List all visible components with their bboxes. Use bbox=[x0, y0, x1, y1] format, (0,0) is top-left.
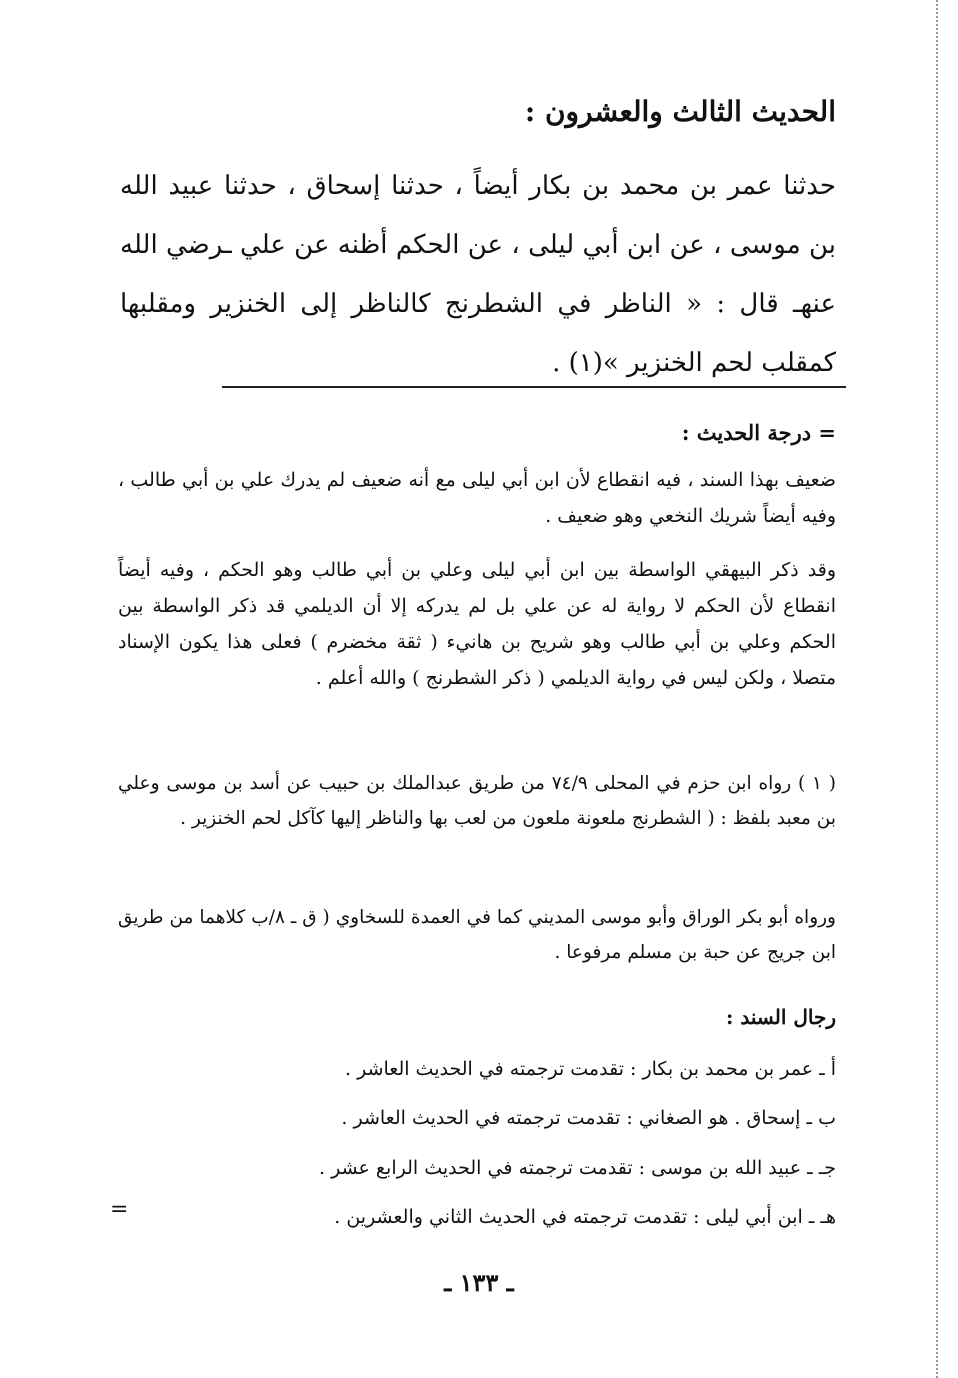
hadith-heading: الحديث الثالث والعشرون : bbox=[524, 95, 836, 128]
hadith-text: حدثنا عمر بن محمد بن بكار أيضاً ، حدثنا إسحاق ، حدثنا عبيد الله بن موسى ، عن ابن أبي ليلى ، عن الحكم أظنه عن علي ـرضي الله عنهـ قال : « الناظر في الشطرنج كالناظر إلى الخنزير ومقلبها كمقلب لحم الخنزير »(١) . bbox=[120, 171, 836, 378]
narrators-heading: رجال السند : bbox=[726, 1005, 836, 1029]
narrator-item: جـ ـ عبيد الله بن موسى : تقدمت ترجمته في الحديث الرابع عشر . bbox=[319, 1157, 836, 1179]
footnote: ( ١ ) رواه ابن حزم في المحلى ٧٤/٩ من طريق عبدالملك بن حبيب عن أسد بن موسى وعلي بن معبد بلفظ : ( الشطرنج ملعونة ملعون من لعب بها والناظر إليها كآكل لحم الخنزير . bbox=[118, 773, 836, 829]
narrator-item: هـ ـ ابن أبي ليلى : تقدمت ترجمته في الحديث الثاني والعشرين . bbox=[334, 1206, 836, 1228]
page-number: ـ ١٣٣ ـ bbox=[444, 1268, 514, 1297]
margin-equals-mark: = bbox=[110, 1197, 129, 1222]
grade-paragraph: ضعيف بهذا السند ، فيه انقطاع لأن ابن أبي ليلى مع أنه ضعيف لم يدرك علي بن أبي طالب ، وفيه أيضاً شريك النخعي وهو ضعيف . bbox=[118, 469, 836, 527]
separator-rule bbox=[222, 386, 846, 388]
grade-paragraph: وقد ذكر البيهقي الواسطة بين ابن أبي ليلى وعلي بن أبي طالب وهو الحكم ، وفيه أيضاً انقطاع لأن الحكم لا رواية له عن علي بل لم يدركه إلا أن الديلمي قد ذكر الواسطة بين الحكم وعلي بن أبي طالب وهو شريح بن هانيء ( ثقة مخضرم ) فعلى هذا يكون الإسناد متصلا ، ولكن ليس في رواية الديلمي ( ذكر الشطرنج ) والله أعلم . bbox=[118, 559, 836, 689]
page-edge-dotted-line bbox=[936, 0, 938, 1378]
narrator-item: ب ـ إسحاق . هو الصغاني : تقدمت ترجمته في الحديث العاشر . bbox=[341, 1107, 836, 1129]
grade-heading: = درجة الحديث : bbox=[681, 420, 836, 445]
narrator-item: أ ـ عمر بن محمد بن بكار : تقدمت ترجمته في الحديث العاشر . bbox=[345, 1058, 836, 1080]
footnote: ورواه أبو بكر الوراق وأبو موسى المديني كما في العمدة للسخاوي ( ق ـ ٨/ب كلاهما من طريق ابن جريج عن حبة بن مسلم مرفوعا . bbox=[118, 907, 836, 963]
